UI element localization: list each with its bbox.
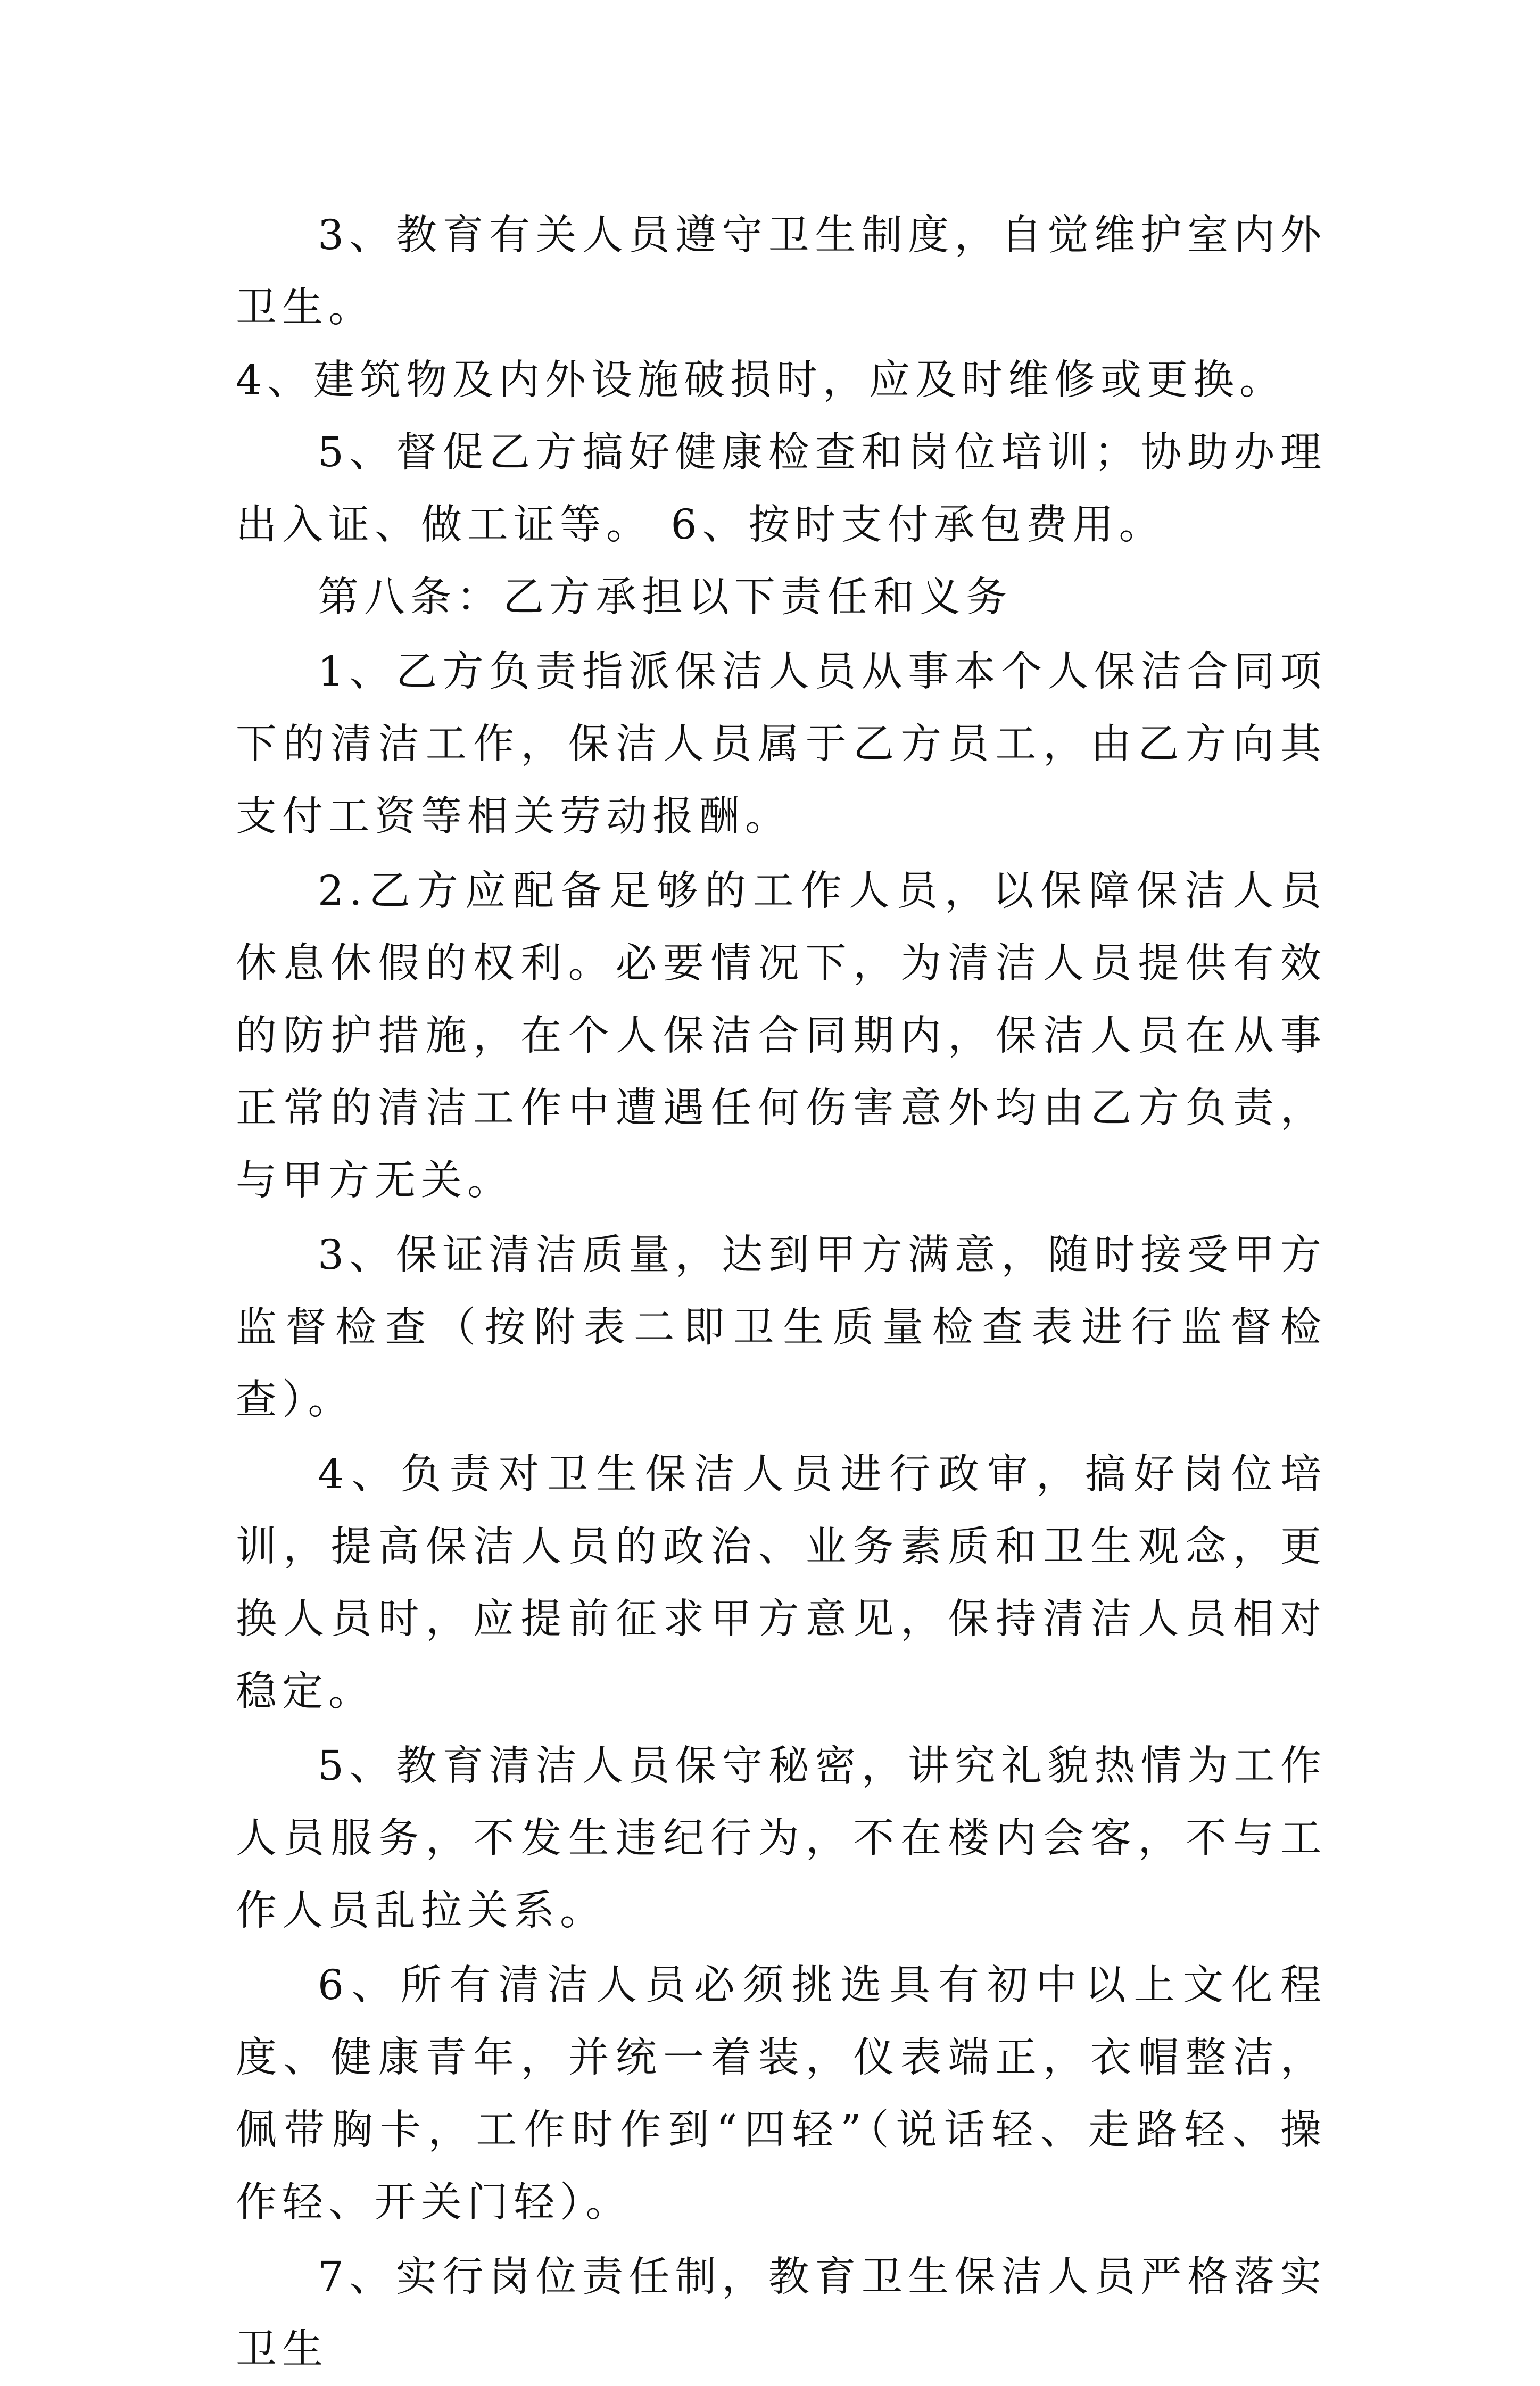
paragraph-item-3: 3、教育有关人员遵守卫生制度，自觉维护室内外卫生。 <box>236 212 1327 332</box>
paragraph-duty-2: 2.乙方应配备足够的工作人员，以保障保洁人员休息休假的权利。必要情况下，为清洁人员提供有效的防护措施，在个人保洁合同期内，保洁人员在从事正常的清洁工作中遭遇任何伤害意外均由乙方负责，与甲方无关。 <box>236 868 1327 1204</box>
paragraph-duty-3: 3、保证清洁质量，达到甲方满意，随时接受甲方监督检查（按附表二即卫生质量检查表进行监督检查）。 <box>236 1232 1327 1424</box>
paragraph-duty-5: 5、教育清洁人员保守秘密，讲究礼貌热情为工作人员服务，不发生违纪行为，不在楼内会客，不与工作人员乱拉关系。 <box>236 1743 1327 1935</box>
document-body <box>236 200 1327 2386</box>
paragraph-duty-7: 7、实行岗位责任制，教育卫生保洁人员严格落实卫生 <box>236 2253 1327 2373</box>
paragraph-item-4: 4、建筑物及内外设施破损时，应及时维修或更换。 <box>236 357 1286 404</box>
section-heading-article-8: 第八条：乙方承担以下责任和义务 <box>318 574 1012 621</box>
paragraph-duty-6: 6、所有清洁人员必须挑选具有初中以上文化程度、健康青年，并统一着装，仪表端正，衣帽整洁，佩带胸卡，工作时作到“四轻”（说话轻、走路轻、操作轻、开关门轻）。 <box>236 1962 1327 2226</box>
paragraph-duty-4: 4、负责对卫生保洁人员进行政审，搞好岗位培训，提高保洁人员的政治、业务素质和卫生观念，更换人员时，应提前征求甲方意见，保持清洁人员相对稳定。 <box>236 1451 1327 1715</box>
paragraph-item-5-6: 5、督促乙方搞好健康检查和岗位培训；协助办理出入证、做工证等。 6、按时支付承包费用。 <box>236 429 1327 549</box>
paragraph-duty-1: 1、乙方负责指派保洁人员从事本个人保洁合同项下的清洁工作，保洁人员属于乙方员工，由乙方向其支付工资等相关劳动报酬。 <box>236 648 1327 840</box>
